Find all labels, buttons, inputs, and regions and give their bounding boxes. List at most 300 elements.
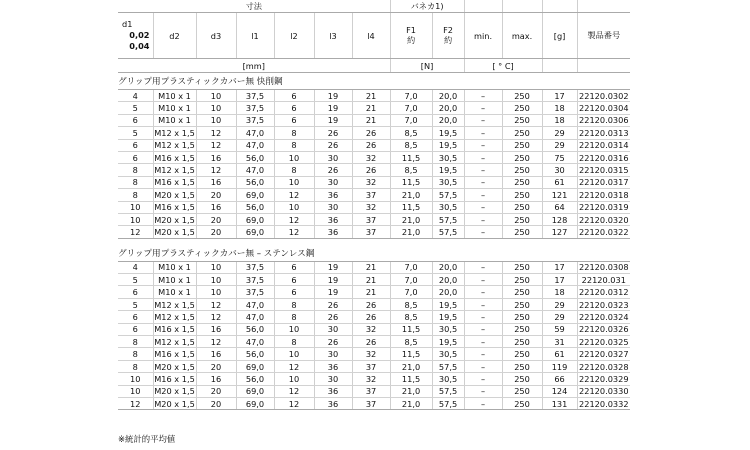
cell-min: –: [464, 311, 502, 323]
cell-l1: 56,0: [236, 373, 274, 385]
cell-l2: 6: [274, 114, 314, 126]
cell-d2: M12 x 1,5: [154, 311, 195, 322]
table-row: [118, 151, 630, 163]
cell-f2: 30,5: [432, 373, 464, 385]
section-title-row: [118, 245, 630, 262]
cell-f1: 11,5: [390, 323, 432, 335]
cell-weight: 17: [542, 261, 577, 273]
cell-max: 250: [502, 323, 542, 335]
col-header-l2: l2: [274, 13, 314, 59]
cell-d2: M20 x 1,5: [154, 361, 195, 372]
cell-min: –: [464, 90, 502, 102]
cell-l4: 21: [352, 274, 390, 286]
col-header-l1: l1: [236, 13, 274, 59]
cell-l1: 69,0: [236, 189, 274, 201]
cell-d3: 16: [196, 373, 236, 385]
cell-d3: 16: [196, 348, 236, 360]
cell-l1: 47,0: [236, 127, 274, 139]
cell-part-no: 22120.0314: [579, 140, 629, 151]
col-header-f1: F1 約: [390, 13, 432, 59]
cell-l1: 37,5: [236, 274, 274, 286]
cell-l2: 8: [274, 139, 314, 151]
cell-f2: 19,5: [432, 164, 464, 176]
cell-f1: 11,5: [390, 201, 432, 213]
cell-part-no: 22120.0304: [579, 103, 629, 114]
cell-weight: 128: [542, 213, 577, 225]
cell-d3: 10: [196, 90, 236, 102]
cell-max: 250: [502, 114, 542, 126]
cell-max: 250: [502, 90, 542, 102]
cell-d1: 6: [118, 139, 153, 151]
cell-max: 250: [502, 139, 542, 151]
cell-d2: M12 x 1,5: [154, 140, 195, 151]
cell-max: 250: [502, 201, 542, 213]
cell-min: –: [464, 397, 502, 409]
cell-l1: 37,5: [236, 102, 274, 114]
cell-l2: 6: [274, 274, 314, 286]
cell-d2: M16 x 1,5: [154, 349, 195, 360]
cell-max: 250: [502, 151, 542, 163]
cell-l2: 10: [274, 151, 314, 163]
cell-min: –: [464, 323, 502, 335]
cell-l4: 21: [352, 114, 390, 126]
cell-d2: M12 x 1,5: [154, 299, 195, 310]
cell-min: –: [464, 139, 502, 151]
cell-f1: 11,5: [390, 373, 432, 385]
cell-l4: 37: [352, 226, 390, 238]
cell-d3: 10: [196, 261, 236, 273]
cell-min: –: [464, 336, 502, 348]
cell-weight: 18: [542, 114, 577, 126]
cell-l1: 56,0: [236, 151, 274, 163]
cell-max: 250: [502, 261, 542, 273]
cell-min: –: [464, 127, 502, 139]
cell-max: 250: [502, 213, 542, 225]
cell-d1: 4: [118, 90, 153, 102]
cell-l3: 26: [314, 139, 352, 151]
cell-l1: 47,0: [236, 164, 274, 176]
cell-f2: 30,5: [432, 323, 464, 335]
cell-weight: 31: [542, 336, 577, 348]
table-row: [118, 385, 630, 397]
cell-d1: 8: [118, 360, 153, 372]
cell-d2: M20 x 1,5: [154, 214, 195, 225]
cell-part-no: 22120.0323: [579, 299, 629, 310]
cell-part-no: 22120.0315: [579, 165, 629, 176]
cell-d2: M16 x 1,5: [154, 152, 195, 163]
cell-d3: 16: [196, 201, 236, 213]
cell-weight: 29: [542, 311, 577, 323]
section-title: グリップ用プラスティックカバー無 快削鋼: [118, 73, 630, 90]
cell-f1: 11,5: [390, 176, 432, 188]
header-column-row: [118, 13, 630, 59]
cell-weight: 17: [542, 274, 577, 286]
table-row: [118, 127, 630, 139]
cell-d2: M20 x 1,5: [154, 226, 195, 237]
cell-l4: 37: [352, 397, 390, 409]
cell-l3: 30: [314, 176, 352, 188]
cell-f1: 21,0: [390, 226, 432, 238]
cell-d1: 10: [118, 373, 153, 385]
cell-max: 250: [502, 176, 542, 188]
table-row: [118, 90, 630, 102]
cell-d2: M10 x 1: [153, 90, 196, 102]
cell-part-no: 22120.0308: [579, 262, 629, 273]
cell-min: –: [464, 298, 502, 310]
cell-l3: 26: [314, 164, 352, 176]
cell-l3: 36: [314, 226, 352, 238]
cell-l2: 12: [274, 189, 314, 201]
cell-l1: 37,5: [236, 261, 274, 273]
cell-f1: 21,0: [390, 189, 432, 201]
cell-part-no: 22120.0326: [579, 324, 629, 335]
cell-weight: 29: [542, 127, 577, 139]
cell-f2: 30,5: [432, 201, 464, 213]
cell-f1: 11,5: [390, 348, 432, 360]
cell-max: 250: [502, 127, 542, 139]
cell-d2: M16 x 1,5: [154, 202, 195, 213]
cell-f1: 7,0: [390, 274, 432, 286]
footnote: ※統計的平均値: [118, 434, 176, 444]
cell-l2: 8: [274, 127, 314, 139]
section-title: グリップ用プラスティックカバー無 – ステンレス鋼: [118, 245, 630, 262]
cell-d2: M12 x 1,5: [154, 127, 195, 138]
cell-max: 250: [502, 360, 542, 372]
cell-l2: 8: [274, 336, 314, 348]
cell-l1: 37,5: [236, 114, 274, 126]
cell-l2: 10: [274, 373, 314, 385]
cell-max: 250: [502, 189, 542, 201]
cell-f1: 21,0: [390, 397, 432, 409]
cell-l3: 19: [314, 114, 352, 126]
table-row: [118, 373, 630, 385]
cell-max: 250: [502, 373, 542, 385]
col-header-part-no: 製品番号: [577, 13, 630, 59]
table-row: [118, 164, 630, 176]
cell-d3: 10: [196, 102, 236, 114]
cell-weight: 66: [542, 373, 577, 385]
cell-d3: 10: [196, 114, 236, 126]
cell-min: –: [464, 261, 502, 273]
cell-l1: 47,0: [236, 298, 274, 310]
cell-min: –: [464, 151, 502, 163]
cell-l1: 47,0: [236, 336, 274, 348]
cell-d3: 10: [196, 274, 236, 286]
cell-l3: 36: [314, 397, 352, 409]
cell-f1: 7,0: [390, 286, 432, 298]
cell-f1: 7,0: [390, 261, 432, 273]
cell-f2: 57,5: [432, 226, 464, 238]
cell-min: –: [464, 385, 502, 397]
cell-max: 250: [502, 336, 542, 348]
cell-d2: M10 x 1: [153, 102, 196, 114]
cell-min: –: [464, 213, 502, 225]
cell-l4: 26: [352, 298, 390, 310]
col-header-l3: l3: [314, 13, 352, 59]
cell-d1: 10: [118, 385, 153, 397]
cell-l4: 37: [352, 360, 390, 372]
cell-d3: 12: [196, 139, 236, 151]
cell-l4: 21: [352, 286, 390, 298]
cell-d2: M12 x 1,5: [154, 336, 195, 347]
table-row: [118, 311, 630, 323]
cell-f1: 7,0: [390, 114, 432, 126]
cell-d2: M16 x 1,5: [154, 177, 195, 188]
table-row: [118, 102, 630, 114]
cell-f2: 20,0: [432, 274, 464, 286]
cell-l2: 8: [274, 164, 314, 176]
cell-f1: 8,5: [390, 298, 432, 310]
cell-d3: 10: [196, 286, 236, 298]
cell-d3: 16: [196, 176, 236, 188]
table-row: [118, 139, 630, 151]
cell-f2: 19,5: [432, 139, 464, 151]
unit-n: [N]: [390, 59, 464, 73]
cell-d1: 10: [118, 213, 153, 225]
cell-l1: 69,0: [236, 397, 274, 409]
cell-l4: 32: [352, 348, 390, 360]
cell-min: –: [464, 114, 502, 126]
cell-d3: 20: [196, 397, 236, 409]
cell-weight: 131: [542, 397, 577, 409]
cell-d3: 12: [196, 336, 236, 348]
cell-d3: 20: [196, 360, 236, 372]
cell-l1: 69,0: [236, 360, 274, 372]
cell-l2: 12: [274, 385, 314, 397]
cell-f2: 19,5: [432, 298, 464, 310]
unit-mm: [mm]: [118, 59, 390, 73]
spring-force-group-header: バネカ1): [390, 0, 464, 13]
cell-l2: 6: [274, 286, 314, 298]
cell-part-no: 22120.0317: [579, 177, 629, 188]
cell-min: –: [464, 102, 502, 114]
cell-l4: 26: [352, 139, 390, 151]
cell-weight: 61: [542, 176, 577, 188]
cell-l4: 26: [352, 311, 390, 323]
cell-d1: 8: [118, 189, 153, 201]
cell-min: –: [464, 373, 502, 385]
cell-weight: 119: [542, 360, 577, 372]
cell-l3: 30: [314, 323, 352, 335]
cell-part-no: 22120.0320: [579, 214, 629, 225]
dimensions-group-header: 寸法: [118, 0, 390, 13]
cell-d3: 12: [196, 311, 236, 323]
cell-f2: 20,0: [432, 286, 464, 298]
table-row: [118, 226, 630, 238]
cell-l3: 26: [314, 311, 352, 323]
col-header-weight: [g]: [542, 13, 577, 59]
cell-min: –: [464, 348, 502, 360]
cell-l3: 36: [314, 385, 352, 397]
cell-l2: 10: [274, 348, 314, 360]
cell-weight: 30: [542, 164, 577, 176]
cell-d2: M16 x 1,5: [154, 324, 195, 335]
cell-l1: 47,0: [236, 311, 274, 323]
cell-f1: 8,5: [390, 164, 432, 176]
cell-min: –: [464, 286, 502, 298]
cell-max: 250: [502, 311, 542, 323]
cell-part-no: 22120.0306: [579, 115, 629, 126]
cell-weight: 64: [542, 201, 577, 213]
cell-weight: 121: [542, 189, 577, 201]
col-header-max: max.: [502, 13, 542, 59]
cell-max: 250: [502, 164, 542, 176]
cell-d2: M20 x 1,5: [154, 398, 195, 409]
cell-d1: 4: [118, 261, 153, 273]
cell-min: –: [464, 189, 502, 201]
cell-min: –: [464, 201, 502, 213]
cell-l4: 37: [352, 189, 390, 201]
cell-max: 250: [502, 298, 542, 310]
cell-l1: 56,0: [236, 176, 274, 188]
cell-l3: 30: [314, 373, 352, 385]
cell-max: 250: [502, 348, 542, 360]
table-row: [118, 323, 630, 335]
table-row: [118, 286, 630, 298]
cell-l1: 37,5: [236, 286, 274, 298]
col-header-d1: d1 0,02 0,04: [118, 13, 153, 59]
cell-min: –: [464, 360, 502, 372]
cell-f2: 20,0: [432, 261, 464, 273]
cell-d3: 12: [196, 298, 236, 310]
cell-d1: 8: [118, 164, 153, 176]
cell-l3: 19: [314, 90, 352, 102]
cell-l4: 37: [352, 385, 390, 397]
cell-f2: 20,0: [432, 90, 464, 102]
cell-weight: 29: [542, 139, 577, 151]
cell-l2: 8: [274, 298, 314, 310]
cell-l4: 21: [352, 261, 390, 273]
cell-d1: 8: [118, 348, 153, 360]
cell-f2: 57,5: [432, 213, 464, 225]
table-row: [118, 336, 630, 348]
cell-l2: 10: [274, 323, 314, 335]
cell-min: –: [464, 164, 502, 176]
cell-weight: 61: [542, 348, 577, 360]
cell-d1: 5: [118, 274, 153, 286]
table-row: [118, 213, 630, 225]
table-row: [118, 348, 630, 360]
cell-d2: M16 x 1,5: [154, 373, 195, 384]
cell-l1: 56,0: [236, 323, 274, 335]
cell-f2: 30,5: [432, 348, 464, 360]
unit-celsius: [ ° C]: [464, 59, 542, 73]
cell-part-no: 22120.0324: [579, 311, 629, 322]
cell-l2: 6: [274, 261, 314, 273]
cell-f2: 57,5: [432, 385, 464, 397]
col-header-f2: F2 約: [432, 13, 464, 59]
cell-l1: 47,0: [236, 139, 274, 151]
cell-d1: 5: [118, 298, 153, 310]
cell-part-no: 22120.0318: [579, 189, 629, 200]
table-row: [118, 261, 630, 273]
cell-weight: 18: [542, 102, 577, 114]
cell-weight: 18: [542, 286, 577, 298]
cell-max: 250: [502, 397, 542, 409]
cell-l2: 12: [274, 213, 314, 225]
cell-weight: 75: [542, 151, 577, 163]
table-row: [118, 298, 630, 310]
cell-d2: M10 x 1: [153, 114, 196, 126]
cell-weight: 29: [542, 298, 577, 310]
cell-d1: 12: [118, 226, 153, 238]
cell-f1: 7,0: [390, 90, 432, 102]
col-header-d2: d2: [153, 13, 196, 59]
header-unit-row: [118, 59, 630, 73]
cell-l4: 37: [352, 213, 390, 225]
cell-weight: 17: [542, 90, 577, 102]
cell-l1: 56,0: [236, 348, 274, 360]
cell-f1: 8,5: [390, 336, 432, 348]
cell-d3: 20: [196, 213, 236, 225]
table-row: [118, 176, 630, 188]
cell-f1: 8,5: [390, 127, 432, 139]
cell-l4: 32: [352, 201, 390, 213]
cell-f2: 30,5: [432, 151, 464, 163]
cell-l3: 30: [314, 201, 352, 213]
cell-max: 250: [502, 385, 542, 397]
cell-part-no: 22120.0329: [579, 373, 629, 384]
cell-d1: 6: [118, 114, 153, 126]
cell-l2: 12: [274, 360, 314, 372]
cell-weight: 59: [542, 323, 577, 335]
cell-part-no: 22120.0312: [579, 287, 629, 298]
cell-part-no: 22120.0319: [579, 202, 629, 213]
cell-f2: 30,5: [432, 176, 464, 188]
cell-d1: 8: [118, 176, 153, 188]
cell-d3: 20: [196, 385, 236, 397]
cell-f1: 8,5: [390, 139, 432, 151]
cell-d3: 20: [196, 189, 236, 201]
cell-l2: 10: [274, 201, 314, 213]
cell-l2: 12: [274, 397, 314, 409]
cell-max: 250: [502, 286, 542, 298]
cell-part-no: 22120.0325: [579, 336, 629, 347]
cell-d2: M10 x 1: [153, 274, 196, 286]
cell-max: 250: [502, 274, 542, 286]
cell-f1: 7,0: [390, 102, 432, 114]
cell-d2: M10 x 1: [153, 286, 196, 298]
cell-l4: 32: [352, 176, 390, 188]
cell-l3: 36: [314, 360, 352, 372]
cell-l3: 36: [314, 213, 352, 225]
cell-part-no: 22120.0330: [579, 386, 629, 397]
cell-part-no: 22120.0327: [579, 349, 629, 360]
col-header-d3: d3: [196, 13, 236, 59]
cell-d3: 16: [196, 151, 236, 163]
section-title-row: [118, 73, 630, 90]
cell-max: 250: [502, 102, 542, 114]
cell-part-no: 22120.0313: [579, 127, 629, 138]
cell-weight: 127: [542, 226, 577, 238]
cell-part-no: 22120.0328: [579, 361, 629, 372]
cell-d1: 5: [118, 127, 153, 139]
cell-weight: 124: [542, 385, 577, 397]
cell-part-no: 22120.0302: [579, 90, 629, 101]
table-row: [118, 397, 630, 409]
cell-f2: 57,5: [432, 360, 464, 372]
cell-f1: 21,0: [390, 360, 432, 372]
cell-d1: 6: [118, 286, 153, 298]
table-row: [118, 360, 630, 372]
cell-d2: M20 x 1,5: [154, 189, 195, 200]
cell-f2: 20,0: [432, 114, 464, 126]
col-header-l4: l4: [352, 13, 390, 59]
cell-f1: 8,5: [390, 311, 432, 323]
cell-d1: 5: [118, 102, 153, 114]
cell-l4: 32: [352, 323, 390, 335]
cell-l3: 26: [314, 127, 352, 139]
